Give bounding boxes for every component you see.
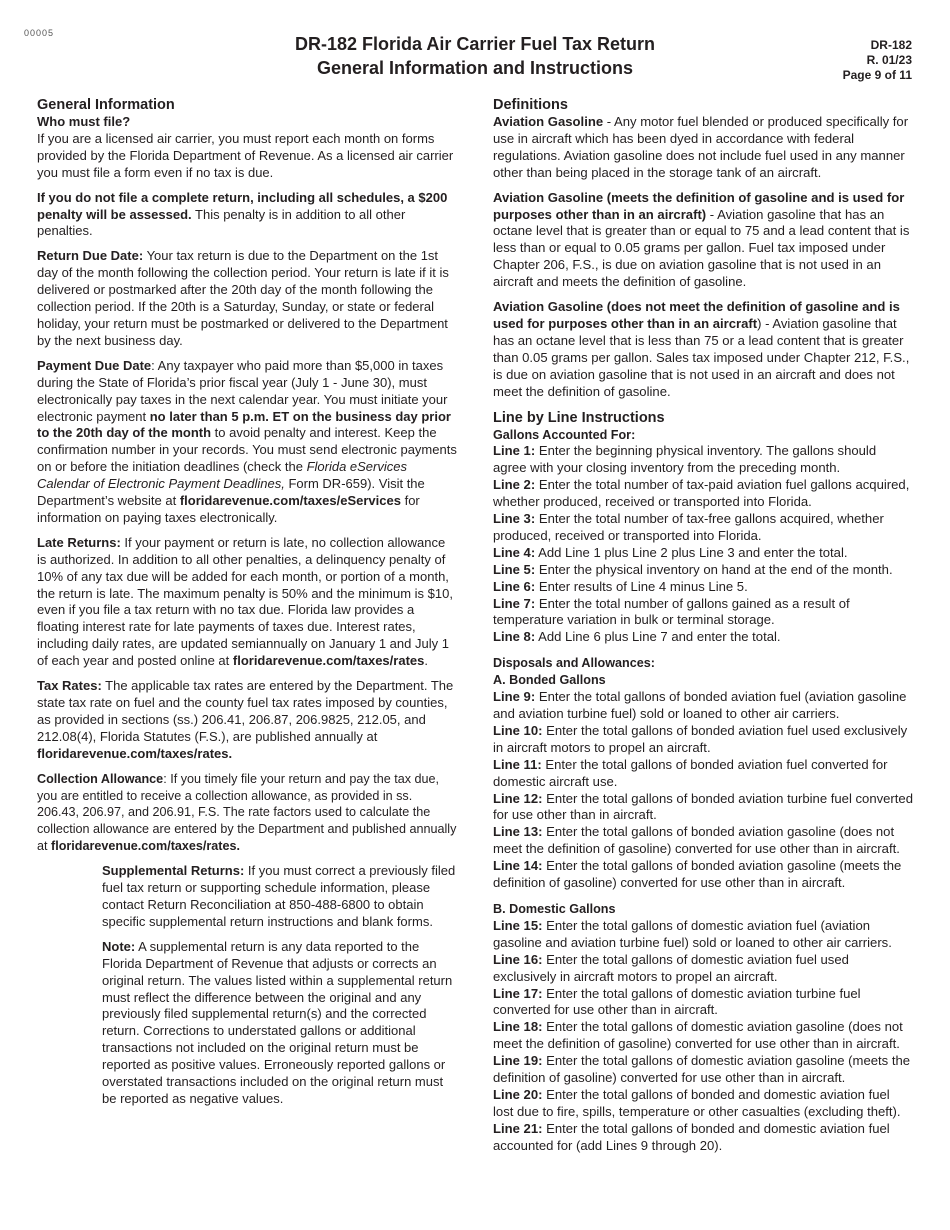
line-text: Enter the total gallons of bonded aviation gasoline (meets the definition of gasoline) converted for use other than in aircraft. [493, 858, 902, 891]
payment-due-date-label: Payment Due Date [37, 357, 152, 373]
payment-calendar-title: Florida eServices Calendar of Electronic Payment Deadlines, [37, 459, 407, 492]
eservices-link[interactable]: floridarevenue.com/taxes/eServices [179, 493, 401, 509]
line-label: Line 9: [493, 689, 536, 705]
tax-rates-text: The applicable tax rates are entered by the Department. The state tax rate on fuel and the county fuel tax rates imposed by counties, as provided in sections (ss.) 206.41, 206.87, 206.9825, 212.05, and 212.08(4), Florida Statutes (F.S.), are published annually at [37, 678, 454, 744]
who-must-file-question: Who must file? [37, 114, 131, 129]
line-text: Enter the total gallons of bonded and domestic aviation fuel lost due to fire, spills, temperature or other casualties (excluding theft). [493, 1086, 901, 1119]
line-text: Enter results of Line 4 minus Line 5. [535, 578, 748, 594]
line-label: Line 19: [493, 1053, 543, 1069]
line-1 [493, 443, 913, 477]
line-10 [493, 723, 913, 757]
form-number-block [843, 38, 912, 83]
note-text: A supplemental return is any data reported to the Florida Department of Revenue that adjusts or corrects an original return. The values listed within a supplemental return must reflect the difference between the original and any previously filed supplemental return(s) and the corrected return. Corrections to understated gallons or additional transactions not included on the original return must be reported as positive values. Erroneously reported gallons or overstated transactions included on the original return must be reported as negative values. [102, 938, 453, 1106]
penalty-paragraph [37, 190, 457, 241]
definition-3-text: ) - Aviation gasoline that has an octane level that is less than 75 or a lead content that is greater than 0.05 grams per gallon. Sales tax imposed under Chapter 212, F.S., is due on aviation gasoline that is not used in an aircraft and does not meet the definition of gasoline. [493, 315, 910, 399]
return-due-date-text: Your tax return is due to the Department on the 1st day of the month following the collection period. Your return is late if it is delivered or postmarked after the 20th day of the month following the collection period. If the 20th is a Saturday, Sunday, or state or federal holiday, your return must be postmarked or delivered to the Department by the next business day. [37, 248, 449, 348]
line-text: Enter the total gallons of domestic aviation turbine fuel converted for use other than in aircraft. [493, 985, 861, 1018]
line-15 [493, 918, 913, 952]
left-column [37, 96, 457, 1116]
bonded-gallons-heading: A. Bonded Gallons [493, 673, 606, 688]
line-label: Line 2: [493, 477, 536, 493]
line-text: Enter the total number of tax-paid aviation fuel gallons acquired, whether produced, received or transported into Florida. [493, 477, 910, 510]
line-label: Line 3: [493, 511, 536, 527]
line-text: Enter the total number of gallons gained as a result of temperature variation in bulk or terminal storage. [493, 595, 850, 628]
line-label: Line 21: [493, 1120, 543, 1136]
line-label: Line 18: [493, 1019, 543, 1035]
page-number: Page 9 of 11 [842, 68, 912, 82]
line-label: Line 14: [493, 858, 543, 874]
line-text: Add Line 6 plus Line 7 and enter the total. [535, 629, 781, 645]
form-number: DR-182 [870, 38, 912, 52]
line-label: Line 11: [493, 756, 542, 772]
general-information-heading: General Information [37, 97, 175, 113]
line-12 [493, 791, 913, 825]
line-8 [493, 629, 913, 646]
definition-2-text: - Aviation gasoline that has an octane level that is greater than or equal to 75 and a lead content that is less than or equal to 0.05 grams per gallon. Fuel tax imposed under Chapter 206, F.S., is due on aviation gasoline that is not used in an aircraft and meets the definition of gasoline. [493, 206, 910, 290]
line-label: Line 8: [493, 629, 536, 645]
line-label: Line 1: [493, 443, 536, 459]
definition-3-label: Aviation Gasoline (does not meet the definition of gasoline and is used for purposes other than in an aircraft [493, 299, 900, 331]
line-9 [493, 689, 913, 723]
line-label: Line 5: [493, 561, 536, 577]
line-14 [493, 858, 913, 892]
line-label: Line 10: [493, 722, 543, 738]
definition-1-label: Aviation Gasoline [493, 114, 604, 129]
form-revision: R. 01/23 [866, 53, 912, 67]
line-16 [493, 952, 913, 986]
line-label: Line 20: [493, 1086, 543, 1102]
line-20 [493, 1087, 913, 1121]
tax-rates-paragraph [37, 678, 457, 763]
late-returns-label: Late Returns: [37, 534, 121, 550]
collection-allowance-paragraph [37, 771, 457, 856]
supplemental-returns-paragraph [102, 863, 457, 931]
line-label: Line 16: [493, 951, 543, 967]
line-2 [493, 477, 913, 511]
line-5 [493, 562, 913, 579]
domestic-gallons-heading: B. Domestic Gallons [493, 901, 616, 916]
domestic-lines [493, 918, 913, 1155]
gallons-accounted-lines [493, 443, 913, 646]
collection-allowance-label: Collection Allowance [37, 771, 164, 786]
line-text: Enter the total gallons of bonded aviation fuel (aviation gasoline and aviation turbine fuel) sold or loaned to other air carriers. [493, 689, 907, 721]
line-6 [493, 579, 913, 596]
line-label: Line 12: [493, 790, 543, 806]
line-text: Enter the total gallons of domestic aviation gasoline (meets the definition of gasoline) converted for use other than in aircraft. [493, 1053, 911, 1086]
line-4 [493, 545, 913, 562]
definitions-heading: Definitions [493, 97, 568, 113]
line-label: Line 4: [493, 544, 536, 560]
line-text: Enter the physical inventory on hand at the end of the month. [535, 561, 893, 577]
rates-link-late[interactable]: floridarevenue.com/taxes/rates [232, 653, 425, 669]
line-text: Enter the total gallons of domestic aviation gasoline (does not meet the definition of gasoline) converted for use other than in aircraft. [493, 1019, 903, 1052]
definition-1-text: - Any motor fuel blended or produced specifically for use in aircraft which has been dyed in accordance with federal regulations. Aviation gasoline does not include fuel used in any manner other than being placed in the storage tank of an aircraft. [493, 114, 909, 180]
line-label: Line 13: [493, 824, 543, 840]
payment-text-1: : Any taxpayer who paid more than $5,000 in taxes during the State of Florida’s prior fiscal year (July 1 - June 30), must electronically pay taxes in the next calendar year. You must initiate your electronic payment [37, 357, 448, 424]
note-label: Note: [102, 938, 136, 954]
line-17 [493, 986, 913, 1020]
disposals-heading: Disposals and Allowances: [493, 656, 655, 671]
payment-text-4: for information on paying taxes electronically. [37, 493, 420, 525]
penalty-bold: If you do not file a complete return, including all schedules, a $200 penalty will be assessed. [37, 189, 448, 222]
line-label: Line 15: [493, 917, 543, 933]
payment-text-3: Form DR-659). Visit the Department’s website at [37, 476, 425, 509]
rates-link-tax[interactable]: floridarevenue.com/taxes/rates. [37, 745, 233, 761]
line-text: Enter the beginning physical inventory. The gallons should agree with your closing inventory from the preceding month. [493, 443, 877, 476]
who-must-file-text: If you are a licensed air carrier, you must report each month on forms provided by the Florida Department of Revenue. As a licensed air carrier you must file a form even if no tax is due. [37, 130, 454, 180]
line-text: Add Line 1 plus Line 2 plus Line 3 and enter the total. [535, 544, 848, 560]
line-text: Enter the total gallons of bonded aviation turbine fuel converted for use other than in aircraft. [493, 790, 913, 823]
supplemental-returns-text: If you must correct a previously filed fuel tax return or supporting schedule information, please contact Return Reconciliation at 850-488-6800 to obtain specific supplemental return instructions and blank forms. [102, 863, 456, 929]
page-code: 00005 [24, 28, 55, 38]
supplemental-returns-label: Supplemental Returns: [102, 863, 245, 879]
line-text: Enter the total number of tax-free gallons acquired, whether produced, received or transported into Florida. [493, 511, 884, 543]
line-text: Enter the total gallons of bonded aviation fuel used exclusively in aircraft motors to propel an aircraft. [493, 722, 908, 755]
line-label: Line 7: [493, 595, 536, 611]
late-returns-end: . [424, 653, 428, 669]
definition-2-label: Aviation Gasoline (meets the definition of gasoline and is used for purposes other than in an aircraft) [493, 189, 905, 222]
collection-allowance-text: : If you timely file your return and pay the tax due, you are entitled to receive a collection allowance, as provided in ss. 206.43, 206.97, and 206.91, F.S. The rate factors used to calculate the collection allowance are entered by the Department and published annually at [37, 771, 457, 854]
line-text: Enter the total gallons of domestic aviation fuel (aviation gasoline and aviation turbine fuel) sold or loaned to other air carriers. [493, 917, 892, 950]
line-11 [493, 757, 913, 791]
gallons-accounted-heading: Gallons Accounted For: [493, 427, 636, 442]
line-18 [493, 1019, 913, 1053]
return-due-date-paragraph [37, 248, 457, 349]
line-text: Enter the total gallons of bonded aviation gasoline (does not meet the definition of gasoline) converted for use other than in aircraft. [493, 824, 900, 857]
line-19 [493, 1053, 913, 1087]
payment-deadline-bold: no later than 5 p.m. ET on the business day prior to the 20th day of the month [37, 408, 451, 441]
tax-rates-label: Tax Rates: [37, 678, 102, 694]
title-line-1: DR-182 Florida Air Carrier Fuel Tax Return [294, 34, 656, 54]
title-line-2: General Information and Instructions [316, 58, 634, 78]
definition-aviation-gasoline [493, 114, 913, 182]
line-text: Enter the total gallons of bonded and domestic aviation fuel accounted for (add Lines 9 through 20). [493, 1120, 890, 1153]
line-7 [493, 596, 913, 630]
line-text: Enter the total gallons of domestic aviation fuel used exclusively in aircraft motors to propel an aircraft. [493, 951, 849, 984]
line-3 [493, 511, 913, 545]
line-label: Line 6: [493, 578, 536, 594]
line-13 [493, 824, 913, 858]
who-must-file-section [37, 114, 457, 182]
line-label: Line 17: [493, 985, 543, 1001]
right-column [493, 96, 913, 1155]
penalty-text: This penalty is in addition to all other penalties. [37, 206, 406, 239]
payment-due-date-paragraph [37, 358, 457, 527]
line-21 [493, 1121, 913, 1155]
payment-text-2: to avoid penalty and interest. Keep the confirmation number in your records. You must send electronic payments on or before the initiation deadlines (check the [37, 425, 457, 475]
definition-meets-gasoline [493, 190, 913, 291]
line-text: Enter the total gallons of bonded aviation fuel converted for domestic aircraft use. [493, 756, 888, 789]
bonded-lines [493, 689, 913, 892]
late-returns-paragraph [37, 535, 457, 670]
late-returns-text: If your payment or return is late, no collection allowance is authorized. In addition to all other penalties, a delinquency penalty of 10% of any tax due will be added for each month, or portion of a month, the return is late. The maximum penalty is 50% and the minimum is $10, even if you file a tax return with no tax due. Florida law provides a floating interest rate for late payments of taxes due. Interest rates, including daily rates, are updated semiannually on January 1 and July 1 of each year and posted online at [37, 534, 453, 669]
page-title [230, 32, 720, 80]
rates-link-collection[interactable]: floridarevenue.com/taxes/rates. [51, 839, 241, 854]
line-by-line-heading: Line by Line Instructions [493, 409, 665, 426]
definition-does-not-meet-gasoline [493, 299, 913, 400]
note-paragraph [102, 939, 457, 1108]
return-due-date-label: Return Due Date: [37, 248, 144, 264]
